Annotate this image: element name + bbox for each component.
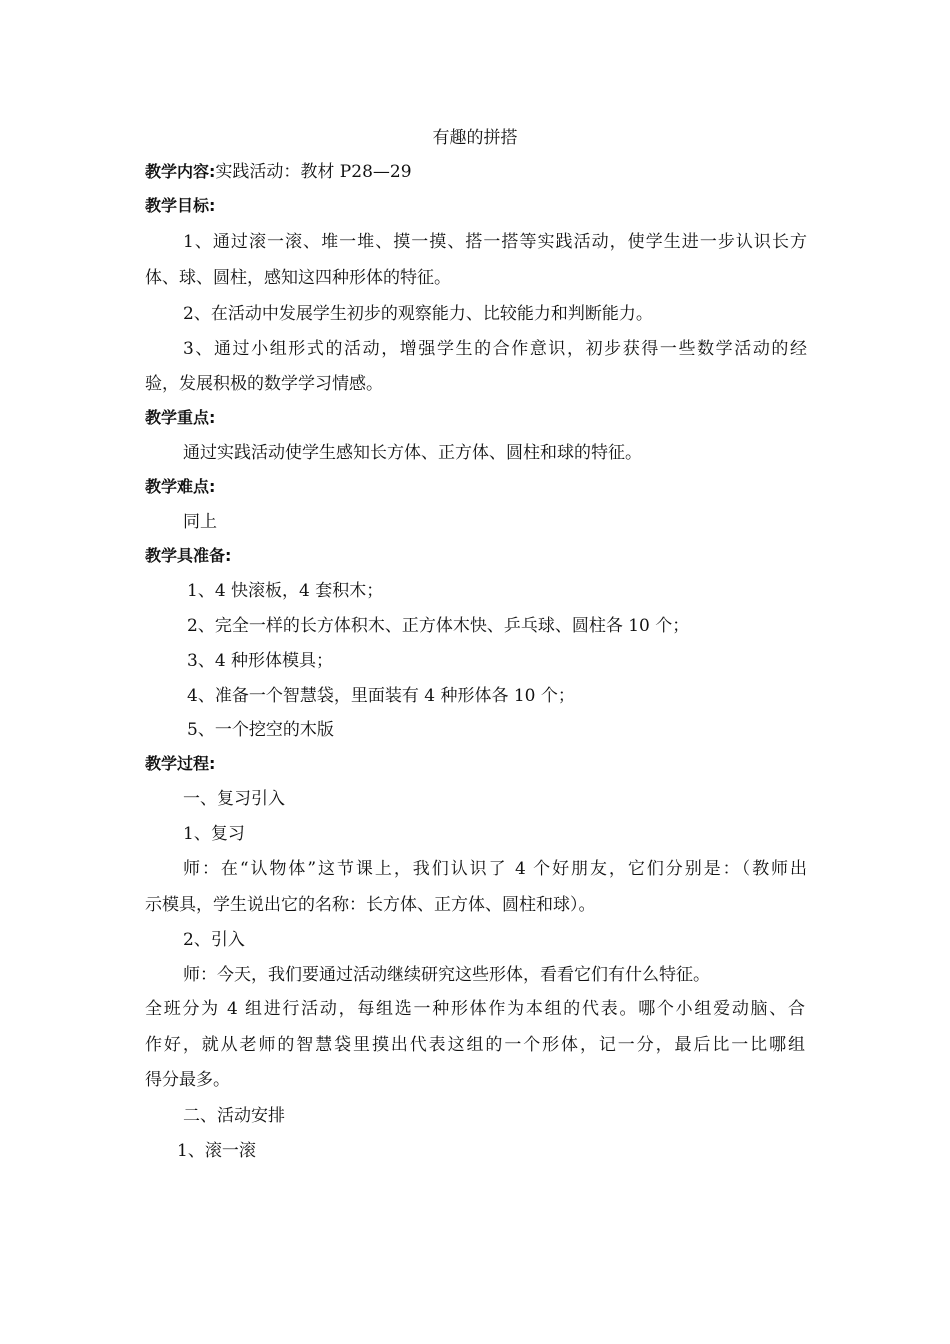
process-step-intro: 2、引入 <box>183 930 245 950</box>
content-line <box>145 160 412 184</box>
objective-3-line-2: 验，发展积极的数学学习情感。 <box>145 374 383 394</box>
content-label: 教学内容: <box>145 162 216 181</box>
material-item-2: 2、完全一样的长方体积木、正方体木快、乒乓球、圆柱各 10 个； <box>187 616 690 636</box>
document-title: 有趣的拼搭 <box>432 128 518 148</box>
objective-1-line-2: 体、球、圆柱，感知这四种形体的特征。 <box>145 268 451 288</box>
objective-3-line-1: 3、通过小组形式的活动，增强学生的合作意识，初步获得一些数学活动的经 <box>183 339 807 359</box>
intro-text-line-3: 作好，就从老师的智慧袋里摸出代表这组的一个形体，记一分，最后比一比哪组 <box>145 1035 805 1055</box>
process-section-2: 二、活动安排 <box>183 1106 285 1126</box>
objective-2: 2、在活动中发展学生初步的观察能力、比较能力和判断能力。 <box>183 304 653 324</box>
material-item-3: 3、4 种形体模具； <box>187 651 334 671</box>
process-step-review: 1、复习 <box>183 824 245 844</box>
objectives-label: 教学目标: <box>145 196 216 215</box>
key-point-label: 教学重点: <box>145 408 216 427</box>
review-text-line-1: 师：在“认物体”这节课上，我们认识了 4 个好朋友，它们分别是：（教师出 <box>183 859 807 879</box>
materials-label: 教学具准备: <box>145 546 232 565</box>
process-step-roll: 1、滚一滚 <box>177 1141 256 1161</box>
review-text-line-2: 示模具，学生说出它的名称：长方体、正方体、圆柱和球）。 <box>145 895 596 915</box>
content-value: 实践活动：教材 P28—29 <box>215 162 412 182</box>
intro-text-line-4: 得分最多。 <box>145 1070 230 1090</box>
difficulty-label: 教学难点: <box>145 477 216 496</box>
material-item-4: 4、准备一个智慧袋，里面装有 4 种形体各 10 个； <box>187 686 575 706</box>
process-section-1: 一、复习引入 <box>183 789 285 809</box>
difficulty-text: 同上 <box>183 512 217 532</box>
objective-1-line-1: 1、通过滚一滚、堆一堆、摸一摸、搭一搭等实践活动，使学生进一步认识长方 <box>183 232 807 252</box>
intro-text-line-2: 全班分为 4 组进行活动，每组选一种形体作为本组的代表。哪个小组爱动脑、合 <box>145 999 805 1019</box>
material-item-1: 1、4 快滚板，4 套积木； <box>187 581 384 601</box>
material-item-5: 5、一个挖空的木版 <box>187 720 334 740</box>
process-label: 教学过程: <box>145 754 216 773</box>
intro-text-line-1: 师：今天，我们要通过活动继续研究这些形体，看看它们有什么特征。 <box>183 965 710 985</box>
key-point-text: 通过实践活动使学生感知长方体、正方体、圆柱和球的特征。 <box>183 443 642 463</box>
